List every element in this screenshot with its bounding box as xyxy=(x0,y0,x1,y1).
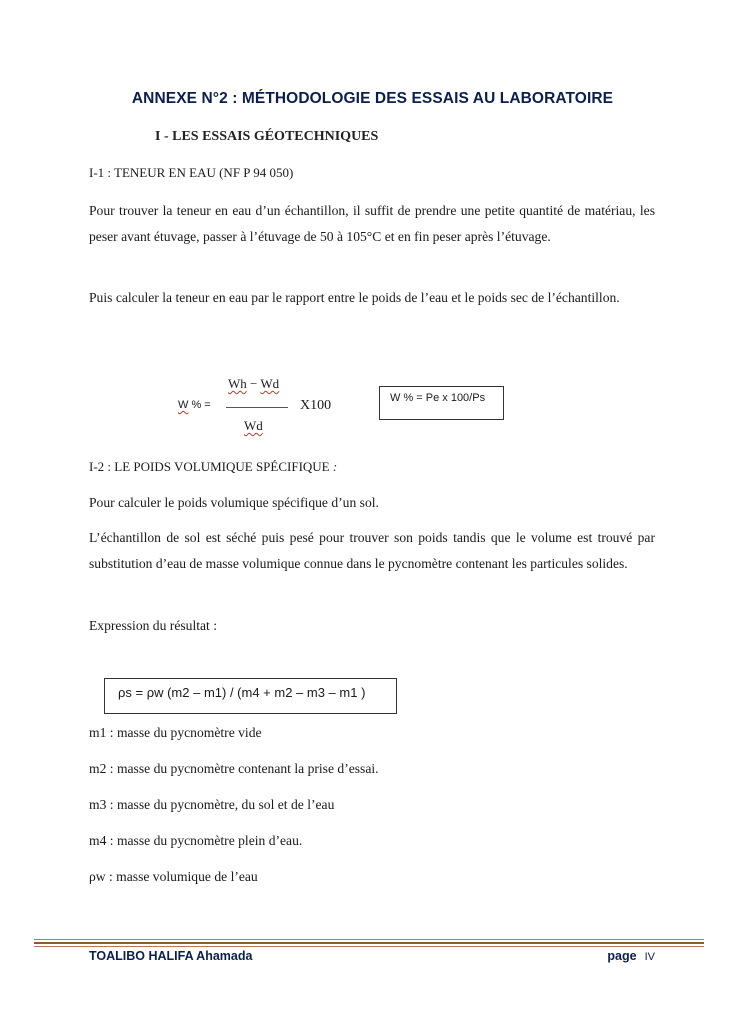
definition-rho-w: ρw : masse volumique de l’eau xyxy=(89,869,258,884)
subsection-heading-water-content: I-1 : TENEUR EN EAU (NF P 94 050) xyxy=(89,165,294,180)
formula-lhs-rest: % = xyxy=(188,399,211,411)
paragraph-specific-weight-intro: Pour calculer le poids volumique spécifique d’un sol. xyxy=(89,495,379,510)
fraction-bar xyxy=(226,407,288,408)
footer-rule-bottom xyxy=(34,946,704,947)
definition-m3: m3 : masse du pycnomètre, du sol et de l’eau xyxy=(89,797,335,812)
footer-rule-top xyxy=(34,939,704,940)
paragraph-water-content-calc: Puis calculer la teneur en eau par le rapport entre le poids de l’eau et le poids sec de l’échantillon. xyxy=(89,290,620,305)
definition-m1: m1 : masse du pycnomètre vide xyxy=(89,725,262,740)
formula-minus: − xyxy=(246,376,261,391)
formula-numerator xyxy=(228,376,279,392)
formula-wh: Wh xyxy=(228,376,247,391)
paragraph-specific-weight-method: L’échantillon de sol est séché puis pesé pour trouver son poids tandis que le volume est trouvé par substitution d’eau de masse volumique connue dans le pycnomètre contenant les particules solides. xyxy=(89,530,655,571)
water-content-formula xyxy=(178,376,348,438)
subsection-heading-specific-weight xyxy=(89,454,655,480)
definition-m2: m2 : masse du pycnomètre contenant la prise d’essai. xyxy=(89,761,379,776)
paragraph-water-content-method: Pour trouver la teneur en eau d’un échantillon, il suffit de prendre une petite quantité de matériau, les peser avant étuvage, passer à l’étuvage de 50 à 105°C et en fin peser après l’étuvage. xyxy=(89,203,655,244)
specific-weight-box-formula: ρs = ρw (m2 – m1) / (m4 + m2 – m3 – m1 ) xyxy=(104,678,397,714)
definition-m4: m4 : masse du pycnomètre plein d’eau. xyxy=(89,833,303,848)
heading-colon: : xyxy=(329,459,338,474)
formula-lhs xyxy=(178,399,211,411)
water-content-box-formula: W % = Pe x 100/Ps xyxy=(379,386,504,420)
heading-text: I-2 : LE POIDS VOLUMIQUE SPÉCIFIQUE xyxy=(89,459,330,474)
formula-w: W xyxy=(178,399,189,411)
annex-title: ANNEXE N°2 : MÉTHODOLOGIE DES ESSAIS AU LABORATOIRE xyxy=(131,90,614,107)
formula-denominator: Wd xyxy=(244,418,263,433)
footer-page-number: IV xyxy=(644,951,655,963)
footer-author: TOALIBO HALIFA Ahamada xyxy=(89,949,253,963)
footer-rule-middle xyxy=(34,942,704,944)
section-title: I - LES ESSAIS GÉOTECHNIQUES xyxy=(155,129,379,144)
paragraph-result-expression: Expression du résultat : xyxy=(89,618,217,633)
footer-page xyxy=(607,949,655,963)
formula-multiplier: X100 xyxy=(300,398,332,413)
footer-page-label: page xyxy=(607,949,637,963)
formula-wd: Wd xyxy=(260,376,280,391)
